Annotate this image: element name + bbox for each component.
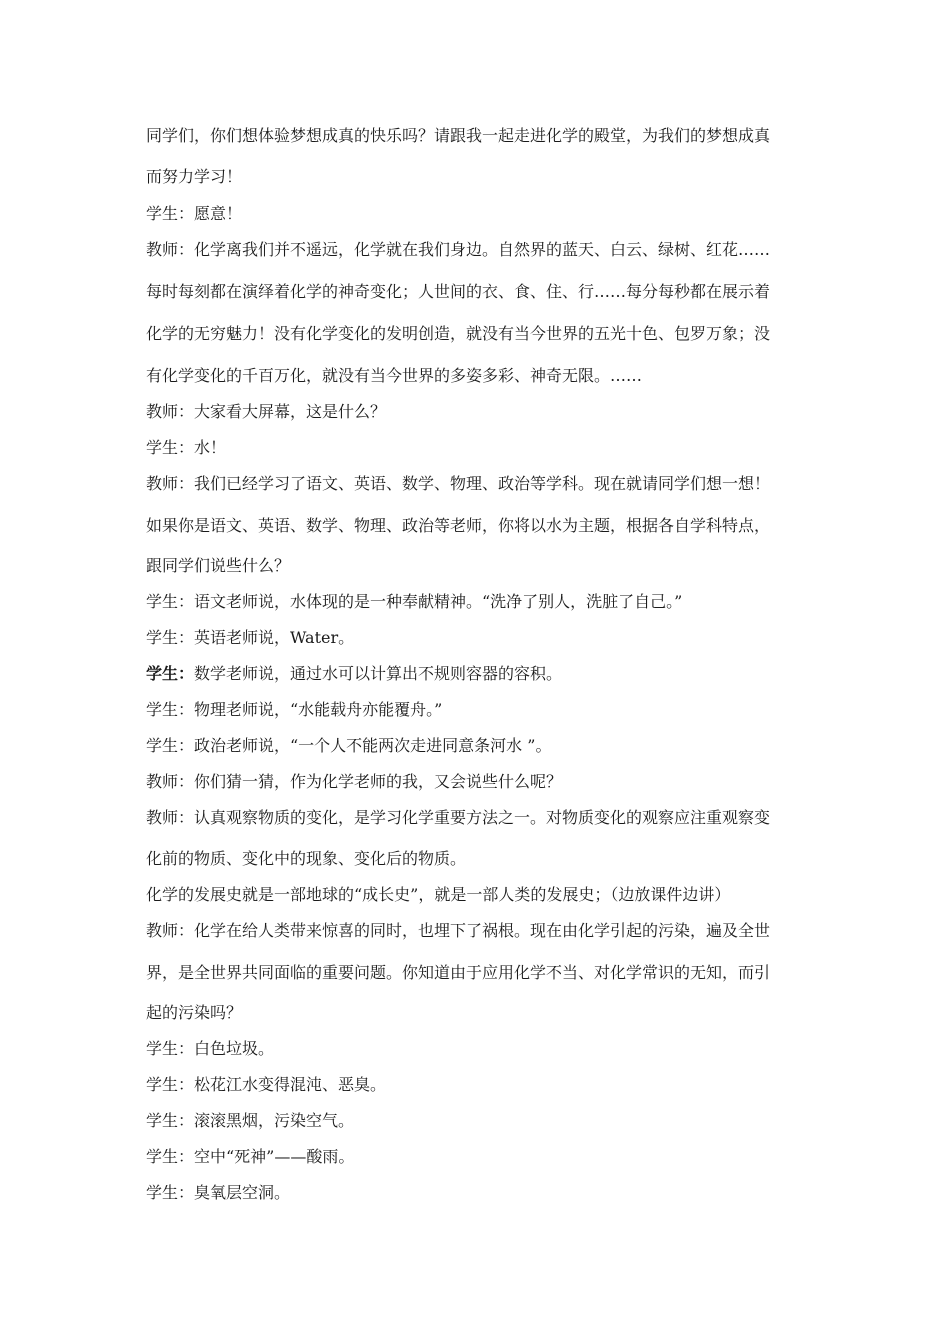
text-line: 学生：语文老师说，水体现的是一种奉献精神。“洗净了别人，洗脏了自己。”: [146, 592, 683, 611]
text-line: 同学们，你们想体验梦想成真的快乐吗？请跟我一起走进化学的殿堂，为我们的梦想成真: [146, 126, 771, 145]
text-line: 每时每刻都在演绎着化学的神奇变化；人世间的衣、食、住、行……每分每秒都在展示着: [146, 282, 771, 301]
text-line: 有化学变化的千百万化，就没有当今世界的多姿多彩、神奇无限。……: [146, 366, 643, 385]
text-line: 化前的物质、变化中的现象、变化后的物质。: [146, 849, 467, 868]
text-line: 学生：愿意！: [146, 204, 243, 223]
text-line: 起的污染吗？: [146, 1003, 243, 1022]
text-line: 教师：化学在给人类带来惊喜的同时，也埋下了祸根。现在由化学引起的污染，遍及全世: [146, 921, 771, 940]
text-line: 学生：松花江水变得混沌、恶臭。: [146, 1075, 387, 1094]
text-line: 学生：白色垃圾。: [146, 1039, 275, 1058]
text-line: 学生：空中“死神”——酸雨。: [146, 1147, 355, 1166]
text-line: 教师：认真观察物质的变化，是学习化学重要方法之一。对物质变化的观察应注重观察变: [146, 808, 771, 827]
text-line: 学生：政治老师说，“一个人不能两次走进同意条河水 ”。: [146, 736, 552, 755]
text-line: 学生：英语老师说，Water。: [146, 628, 355, 647]
text-line: 学生：滚滚黑烟，污染空气。: [146, 1111, 355, 1130]
speaker-label: 学生：: [146, 664, 195, 683]
text-line: 跟同学们说些什么？: [146, 556, 291, 575]
text-line: 界，是全世界共同面临的重要问题。你知道由于应用化学不当、对化学常识的无知，而引: [146, 963, 771, 982]
text-line: 学生：臭氧层空洞。: [146, 1183, 291, 1202]
text-line: 学生：水！: [146, 438, 227, 457]
text-line: 如果你是语文、英语、数学、物理、政治等老师，你将以水为主题，根据各自学科特点，: [146, 516, 771, 535]
text-line: 教师：你们猜一猜，作为化学老师的我，又会说些什么呢？: [146, 772, 563, 791]
text-line: 化学的发展史就是一部地球的“成长史”，就是一部人类的发展史；（边放课件边讲）: [146, 885, 731, 904]
text-line: 教师：我们已经学习了语文、英语、数学、物理、政治等学科。现在就请同学们想一想！: [146, 474, 771, 493]
text-line: 学生：物理老师说，“水能载舟亦能覆舟。”: [146, 700, 443, 719]
text-line: [146, 663, 826, 685]
text-line: 教师：化学离我们并不遥远，化学就在我们身边。自然界的蓝天、白云、绿树、红花……: [146, 240, 771, 259]
text-line: 而努力学习！: [146, 167, 243, 186]
text-line: 化学的无穷魅力！没有化学变化的发明创造，就没有当今世界的五光十色、包罗万象；没: [146, 324, 771, 343]
line-body: 数学老师说，通过水可以计算出不规则容器的容积。: [194, 664, 563, 683]
text-line: 教师：大家看大屏幕，这是什么？: [146, 402, 387, 421]
